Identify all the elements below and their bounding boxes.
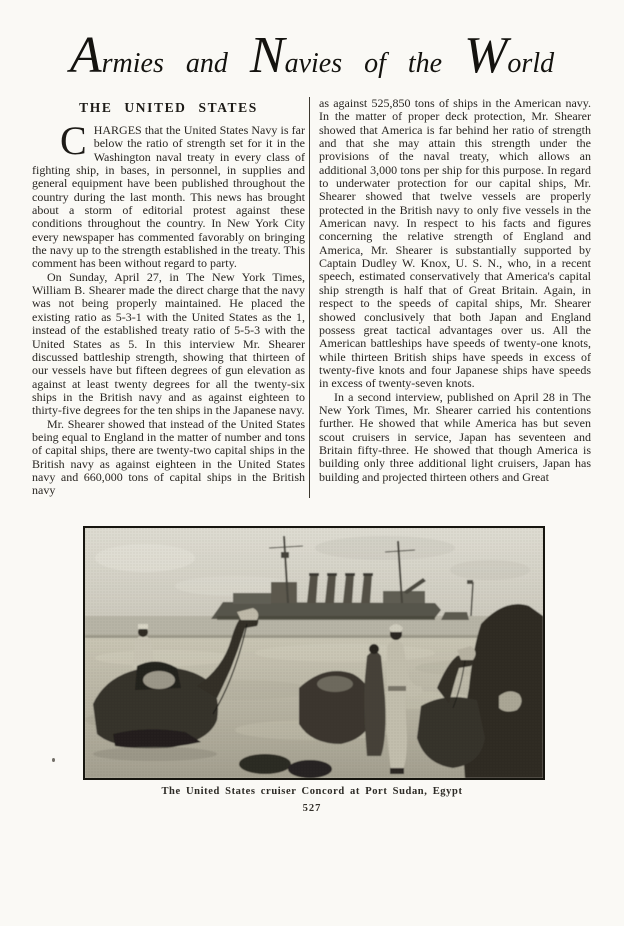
paragraph-4: as against 525,850 tons of ships in the American navy. In the matter of proper deck protection, Mr. Shearer showed that America is far behind her ratio of strength and that she may attain this strength under the provisions of the naval treaty, which allows an additional 3,000 tons per ship for this purpose. In regard to underwater protection for our capital ships, Mr. Shearer showed that twelve vessels are properly protected in the British navy to only five vessels in the American navy. In respect to his facts and figures concerning the relative strength of England and America, Mr. Shearer is substantially supported by Captain Dudley W. Knox, U. S. N., who, in a recent speech, estimated conservatively that America's capital ship strength is half that of Great Britain. Again, in respect to the speeds of capital ships, Mr. Shearer showed conclusively that both Japan and England possess great tactical advantages over us. All the American battleships have speeds of twenty-one knots, while thirteen British ships have speeds in excess of twenty-five knots and four Japanese ships have speeds in excess of twenty-seven knots. [319,96,591,391]
title-word-and: and [185,48,228,79]
title-word-the: the [407,48,443,79]
title-initial-w: W [464,27,508,84]
title-word-navies: Navies [249,27,343,84]
halftone-texture [85,528,543,778]
title-initial-n: N [249,27,285,84]
photo [83,526,545,780]
left-column [32,97,309,498]
ink-smudge [52,758,55,762]
right-column [309,97,591,498]
section-heading: THE UNITED STATES [79,100,258,115]
photo-caption: The United States cruiser Concord at Port Sudan, Egypt [161,786,463,797]
title-word-of: of [364,48,386,79]
page-number: 527 [302,803,322,814]
paragraph-1: CHARGES that the United States Navy is far below the ratio of strength set for it in the Washington naval treaty in every class of fighting ship, in bases, in personnel, in supplies and general equipment have been published throughout the country during the last month. This news has brought about a storm of editorial protest against these conditions throughout the country. In New York City every newspaper has commented favorably on bringing the navy up to the strength established in the treaty. This comment has been without regard to party. [32,118,305,271]
paragraph-5: In a second interview, published on April 28 in The New York Times, Mr. Shearer carried his contentions further. He showed that while America has but seven scout cruisers in service, Japan has seventeen and Britain fifty-three. He showed that though America is building only three additional light cruisers, Japan has building and projected thirteen others and Great [319,389,591,484]
title-word-armies: Armies [69,27,164,84]
title-word-world: World [464,27,555,84]
paragraph-3: Mr. Shearer showed that instead of the United States being equal to England in the matter of number and tons of capital ships, there are twenty-two capital ships in the British navy as against eighteen in the United States navy and 660,000 tons of capital ships in the British navy [32,416,305,498]
article-columns [32,97,594,498]
photo-illustration [85,528,543,778]
title-initial-a: A [69,27,102,84]
paragraph-2: On Sunday, April 27, in The New York Times, William B. Shearer made the direct charge that the navy was not being properly maintained. He placed the existing ratio as 5-3-1 with the United States as the 1, instead of the established treaty ratio of 5-5-3 with the United States as 5. In this interview Mr. Shearer discussed battleship strength, showing that thirteen of our vessels have but fifteen degrees of gun elevation as against at least twenty degrees for all the twenty-six ships in the British navy and as against eighteen to thirty-five degrees for the ten ships in the Japanese navy. [32,269,305,418]
page-title [0,27,624,84]
drop-cap: C [60,118,87,163]
